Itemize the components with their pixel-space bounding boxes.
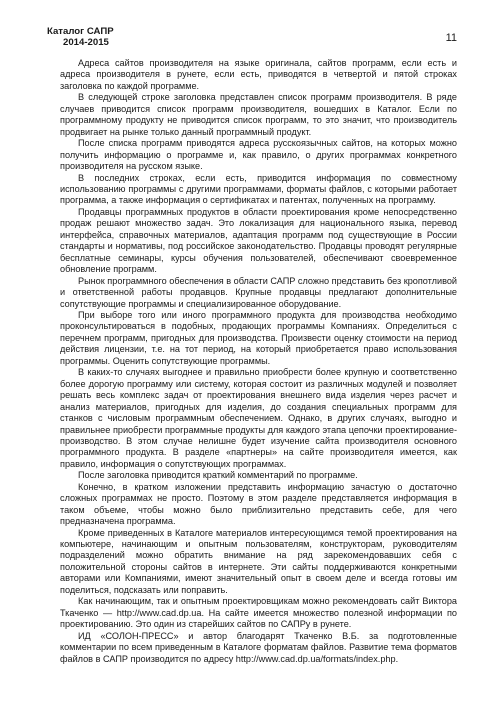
paragraph-4: В последних строках, если есть, приводится информация по совместному использованию программы с другими программами, форматы файлов, с которыми работает программа, а также информация о сертификатах и патентах, полученных на программу.	[60, 172, 457, 206]
page-header	[47, 26, 457, 56]
paragraph-2: В следующей строке заголовка представлен список программ производителя. В ряде случаев приводится список программ производителя, вошедших в Каталог. Если по программному продукту не приводится список программ, то это значит, что производитель продвигает на рынке только данный программный продукт.	[60, 92, 457, 137]
catalog-years: 2014-2015	[63, 37, 109, 48]
paragraph-6: Рынок программного обеспечения в области САПР сложно представить без кропотливой и ответственной работы продавцов. Крупные продавцы предлагают дополнительные сопутствующие программы и специализированное оборудование.	[60, 275, 457, 309]
paragraph-1: Адреса сайтов производителя на языке оригинала, сайтов программ, если есть и адреса производителя в рунете, если есть, приводятся в четвертой и пятой строках заголовка по каждой программе.	[60, 58, 457, 91]
running-title	[47, 26, 114, 48]
paragraph-8: В каких-то случаях выгоднее и правильно приобрести более крупную и соответственно более дорогую программу или систему, которая состоит из различных модулей и позволяет решать весь комплекс задач от проектирования внешнего вида изделия через расчет и анализ материалов, пригодных для изделия, до создания специальных программ для станков с числовым программным обеспечением. Однако, в других случаях, выгодно и правильнее приобрести программные продукты для каждого этапа цепочки проектирование-производство. В этом случае нелишне будет изучение сайта производителя основного программного продукта. В разделе «партнеры» на сайте производителя имеется, как правило, информация о сопутствующих программах.	[60, 367, 457, 469]
paragraph-10: Конечно, в кратком изложении представить информацию зачастую о достаточно сложных программах не просто. Поэтому в этом разделе представляется информация в таком объеме, чтобы можно было приблизительно представить себе, для чего предназначена программа.	[60, 481, 457, 527]
paragraph-3: После списка программ приводятся адреса русскоязычных сайтов, на которых можно получить информацию о программе и, как правило, о других программах конкретного производителя на русском языке.	[60, 138, 457, 172]
paragraph-12: Как начинающим, так и опытным проектировщикам можно рекомендовать сайт Виктора Ткаченко — http://www.cad.dp.ua. На сайте имеется множество полезной информации по проектированию. Это один из старейших сайтов по САПРу в рунете.	[60, 596, 457, 630]
page-number: 11	[445, 32, 457, 44]
catalog-title: Каталог САПР	[47, 26, 114, 37]
body-text	[60, 58, 457, 665]
paragraph-9: После заголовка приводится краткий комментарий по программе.	[78, 470, 358, 481]
paragraph-5: Продавцы программных продуктов в области проектирования кроме непосредственно продаж решают множество задач. Это локализация для национального языка, перевод интерфейса, справочных материалов, адаптация программ под существующие в России стандарты и нормативы, под российское законодательство. Продавцы проводят регулярные бесплатные семинары, курсы обучения пользователей, обеспечивают своевременное обновление программ.	[60, 206, 457, 275]
paragraph-7: При выборе того или иного программного продукта для производства необходимо проконсультироваться в подобных, продающих программы Компаниях. Определиться с перечнем программ, пригодных для производства. Произвести оценку стоимости на период действия лицензии, т.е. на тот период, на который приобретается право использования программы. Оценить сопутствующие программы.	[60, 309, 457, 366]
paragraph-11: Кроме приведенных в Каталоге материалов интересующимся темой проектирования на компьютере, начинающим и опытным пользователям, конструкторам, руководителям подразделений можно обратить внимание на ряд зарекомендовавших себя с положительной стороны сайтов в интернете. Эти сайты поддерживаются конкретными авторами или Компаниями, имеют значительный опыт в своем деле и всегда готовы им поделиться, подсказать или поправить.	[60, 527, 457, 595]
paragraph-13: ИД «СОЛОН-ПРЕСС» и автор благодарят Ткаченко В.Б. за подготовленные комментарии по всем приведенным в Каталоге форматам файлов. Развитие тема форматов файлов в САПР производится по адресу http://www.cad.dp.ua/formats/index.php.	[60, 630, 457, 664]
